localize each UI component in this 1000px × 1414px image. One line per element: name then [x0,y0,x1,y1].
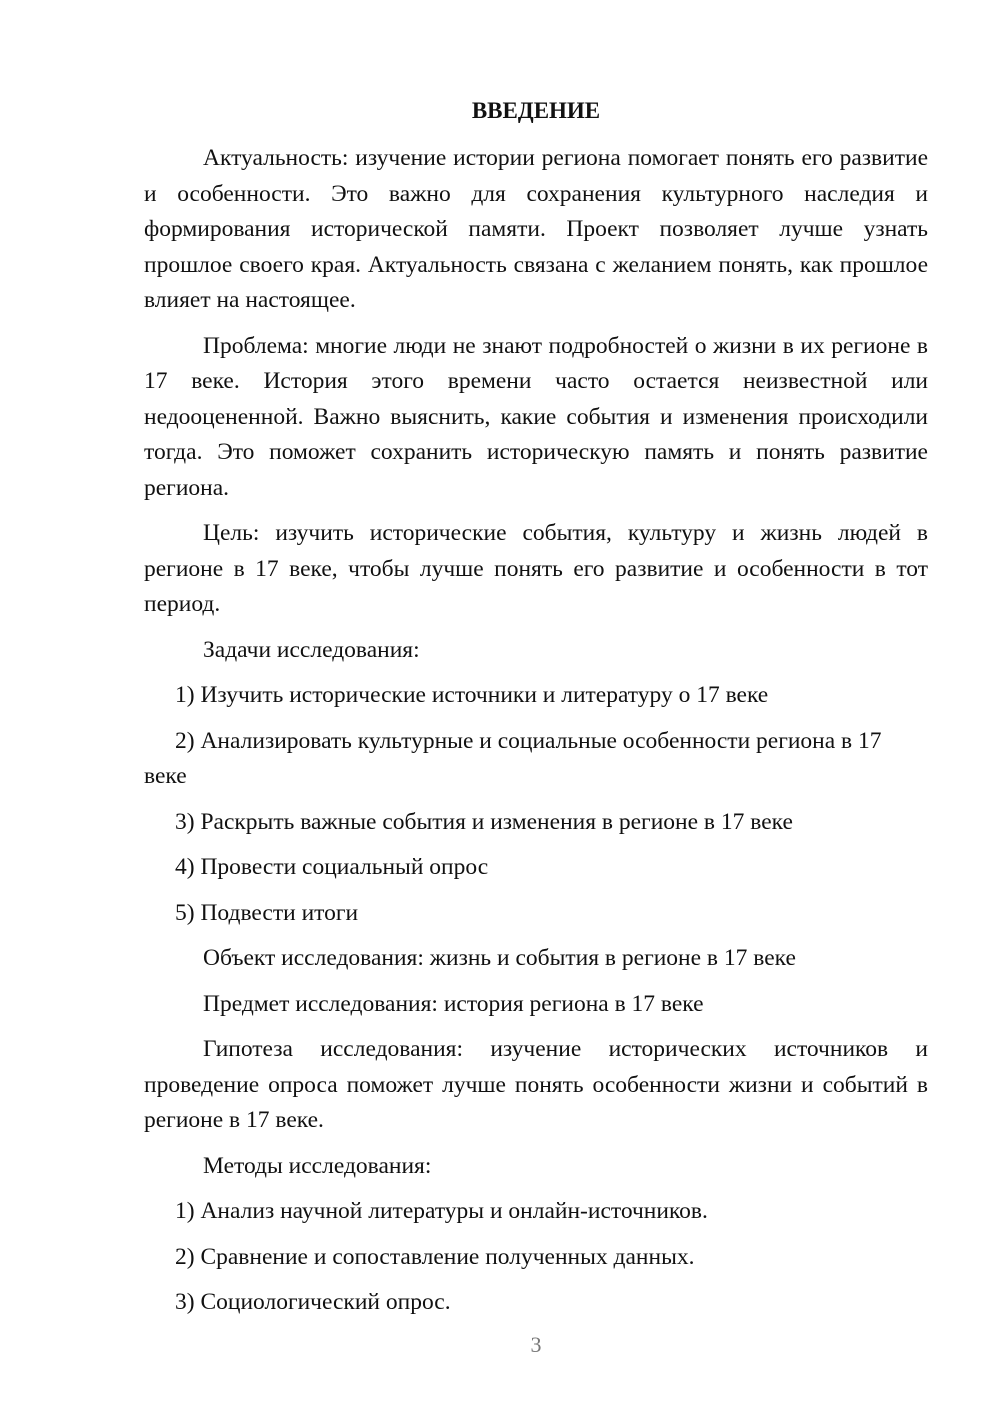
object-paragraph: Объект исследования: жизнь и события в регионе в 17 веке [203,945,796,971]
method-item: 1) Анализ научной литературы и онлайн-источников. [175,1198,708,1224]
hypothesis-paragraph: Гипотеза исследования: изучение исторических источников и проведение опроса поможет лучше понять особенности жизни и событий в регионе в 17 веке. [144,1036,928,1133]
method-item: 2) Сравнение и сопоставление полученных данных. [175,1243,695,1270]
tasks-heading: Задачи исследования: [203,636,420,663]
subject-paragraph: Предмет исследования: история региона в 17 веке [203,990,704,1017]
problem-paragraph: Проблема: многие люди не знают подробностей о жизни в их регионе в 17 веке. История этого времени часто остается неизвестной или недооцененной. Важно выяснить, какие события и изменения происходили тогда. Это поможет сохранить историческую память и понять развитие региона. [144,332,928,501]
task-item: 2) Анализировать культурные и социальные особенности региона в 17 веке [144,727,882,789]
page-number: 3 [530,1332,542,1357]
task-item: 4) Провести социальный опрос [175,854,489,880]
task-item: 5) Подвести итоги [175,899,359,926]
method-item: 3) Социологический опрос. [175,1289,451,1315]
goal-paragraph: Цель: изучить исторические события, культуру и жизнь людей в регионе в 17 веке, чтобы лучше понять его развитие и особенности в тот период. [144,520,928,617]
task-item: 1) Изучить исторические источники и литературу о 17 веке [175,682,769,708]
page-title: ВВЕДЕНИЕ [471,98,601,123]
task-item: 3) Раскрыть важные события и изменения в регионе в 17 веке [175,808,793,835]
methods-heading: Методы исследования: [203,1152,432,1179]
relevance-paragraph: Актуальность: изучение истории региона помогает понять его развитие и особенности. Это важно для сохранения культурного наследия и формирования исторической памяти. Проект позволяет лучше узнать прошлое своего края. Актуальность связана с желанием понять, как прошлое влияет на настоящее. [144,145,928,313]
document-body [144,141,928,1331]
